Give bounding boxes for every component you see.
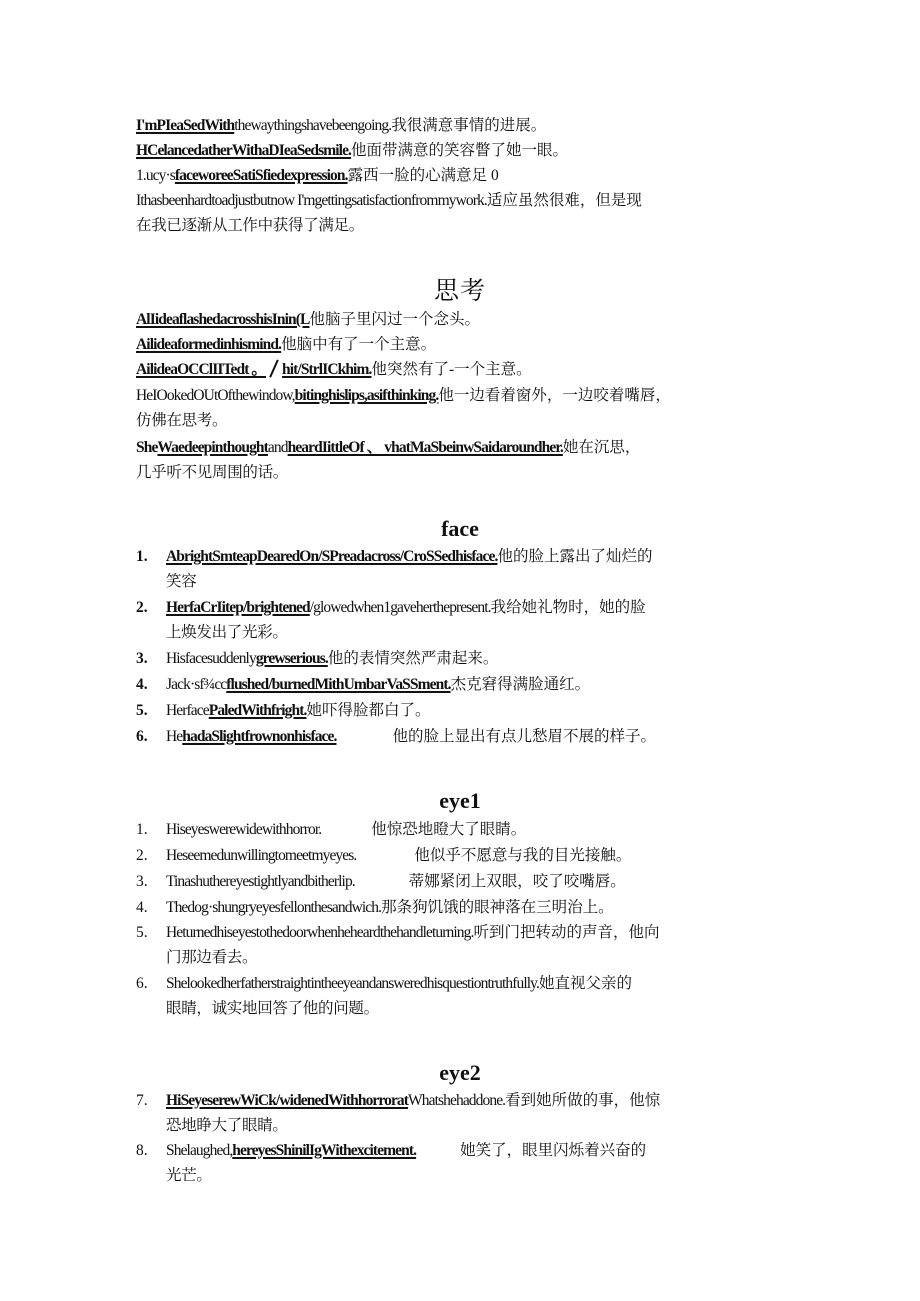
item-number: 6. [136, 975, 148, 992]
translation: 适应虽然很难，但是现 [486, 192, 642, 209]
sentence-text: Jack·sf¾cc [166, 676, 227, 693]
sentence-text: Heturnedhiseyestothedoorwhenheheardthehandleturning. [166, 924, 474, 941]
key-phrase: AlIideaflashedacrosshisInin(L [136, 311, 310, 328]
item-number: 1. [136, 548, 148, 565]
list-item [136, 1090, 660, 1112]
list-item [136, 819, 526, 841]
translation-continued: 眼睛，诚实地回答了他的问题。 [166, 1000, 379, 1017]
sentence-line [136, 165, 499, 187]
sentence-text: Whatshehaddone. [408, 1092, 506, 1109]
translation-continued: 笑容 [166, 573, 197, 590]
item-number: 1. [136, 821, 148, 838]
translation-continued: 仿佛在思考。 [136, 412, 228, 429]
item-number: 2. [136, 599, 148, 616]
translation: 那条狗饥饿的眼神落在三明治上。 [381, 899, 614, 916]
sentence-line [136, 334, 436, 356]
section-heading: face [441, 516, 479, 541]
translation-continued: 上焕发出了光彩。 [166, 624, 288, 641]
translation: 我很满意事情的进展。 [391, 117, 547, 134]
translation-continued: 光芒。 [166, 1167, 212, 1184]
sentence-text: HeIOokedOUtOfthewindow, [136, 387, 295, 404]
sentence-line [136, 385, 671, 407]
list-item [136, 674, 590, 696]
list-item [136, 597, 646, 619]
item-number: 2. [136, 847, 148, 864]
sentence-text: Thedog·shungryeyesfellonthesandwich. [166, 899, 382, 916]
key-phrase: hit/StrlICkhim. [282, 361, 372, 378]
sentence-text: He [166, 728, 183, 745]
item-number: 6. [136, 728, 148, 745]
sentence-text: 1.ucy·s [136, 167, 175, 184]
list-item [136, 845, 631, 867]
list-item [136, 700, 430, 722]
sentence-text: thewaythingshavebeengoing. [234, 117, 392, 134]
sentence-line [136, 309, 480, 331]
translation: 杰克窘得满脸通红。 [450, 676, 591, 693]
key-phrase: hereyesShinilIgWithexcitement. [232, 1142, 417, 1159]
item-number: 5. [136, 924, 148, 941]
list-item [136, 922, 659, 944]
sentence-line [136, 359, 532, 381]
key-phrase: grewserious. [255, 650, 328, 667]
sentence-text: Shelookedherfatherstraightintheeyeandansweredhisquestiontruthfully. [166, 975, 539, 992]
sentence-line [136, 190, 642, 212]
translation: 他的表情突然严肃起来。 [327, 650, 499, 667]
translation: 他的脸上显出有点儿愁眉不展的样子。 [392, 728, 657, 745]
section-heading: 思考 [433, 278, 486, 305]
translation: 他一边看着窗外，一边咬着嘴唇， [438, 387, 671, 404]
key-phrase: heardIittleOf 、 vhatMaSbeinwSaidaroundher. [287, 439, 563, 456]
list-item [136, 648, 498, 670]
list-item [136, 871, 626, 893]
key-phrase: I'mPIeaSedWith [136, 117, 235, 134]
translation: 他脑中有了一个主意。 [281, 336, 437, 353]
sentence-text: Shelaughed, [166, 1142, 233, 1159]
translation-continued: 门那边看去。 [166, 949, 258, 966]
translation: 我给她礼物时，她的脸 [490, 599, 646, 616]
sentence-text: Heseemedunwillingtomeetmyeyes. [166, 847, 357, 864]
key-phrase: hadaSlightfrownonhisface. [182, 728, 337, 745]
translation: 她吓得脸都白了。 [306, 702, 431, 719]
item-number: 5. [136, 702, 148, 719]
sentence-text: Hiseyeswerewidewithhorror. [166, 821, 322, 838]
item-number: 8. [136, 1142, 148, 1159]
translation: 他似乎不愿意与我的目光接触。 [414, 847, 632, 864]
key-phrase: AbrightSmteapDearedOn/SPreadacross/CroSSedhisface. [166, 548, 498, 565]
sentence-text: and [267, 439, 288, 456]
translation: 听到门把转动的声音，他向 [473, 924, 660, 941]
item-number: 4. [136, 899, 148, 916]
translation: 她在沉思， [562, 439, 641, 456]
key-phrase: HerfaCrIitep/brightened [166, 599, 310, 616]
translation: 他面带满意的笑容瞥了她一眼。 [351, 142, 569, 159]
sentence-text: Ithasbeenhardtoadjustbutnow I'mgettingsatisfactionfrommywork. [136, 192, 487, 209]
key-phrase: bitinghislips,asifthinking. [294, 387, 439, 404]
translation: 露西一脸的心满意足 0 [347, 167, 499, 184]
translation: 他惊恐地瞪大了眼睛。 [371, 821, 527, 838]
key-phrase: faceworeeSatiSfiedexpression. [174, 167, 348, 184]
translation-continued: 几乎听不见周围的话。 [136, 464, 289, 481]
key-phrase: Ailideaformedinhismind. [136, 336, 282, 353]
translation: 她笑了，眼里闪烁着兴奋的 [460, 1142, 647, 1159]
translation: 看到她所做的事，他惊 [505, 1092, 661, 1109]
item-number: 3. [136, 650, 148, 667]
key-phrase: HCelancedatherWithaDIeaSedsmile. [136, 142, 352, 159]
sentence-line [136, 140, 568, 162]
item-number: 4. [136, 676, 148, 693]
translation: 蒂娜紧闭上双眼，咬了咬嘴唇。 [408, 873, 626, 890]
list-item [136, 726, 656, 748]
key-phrase: AilideaOCClIITedt 。 [136, 361, 267, 378]
translation: 他脑子里闪过一个念头。 [309, 311, 480, 328]
slash-icon [268, 360, 280, 376]
sentence-line [136, 437, 640, 459]
sentence-text: She [136, 439, 158, 456]
translation-continued: 恐地睁大了眼睛。 [166, 1117, 288, 1134]
item-number: 7. [136, 1092, 148, 1109]
translation: 他的脸上露出了灿烂的 [497, 548, 653, 565]
translation-continued: 在我已逐渐从工作中获得了满足。 [136, 217, 365, 234]
translation: 他突然有了-一个主意。 [371, 361, 532, 378]
sentence-text: Hisfacesuddenly [166, 650, 256, 667]
key-phrase: Waedeepinthought [157, 439, 268, 456]
sentence-text: Tinashuthereyestightlyandbitherlip. [166, 873, 355, 890]
list-item [136, 1140, 646, 1162]
sentence-text: /glowedwhen1gaveherthepresent. [309, 599, 491, 616]
list-item [136, 546, 652, 568]
translation: 她直视父亲的 [539, 975, 633, 992]
sentence-text: Herface [166, 702, 209, 719]
section-heading: eye2 [439, 1060, 481, 1085]
sentence-line [136, 115, 546, 137]
key-phrase: HiSeyeserewWiCk/widenedWithhorrorat [166, 1092, 409, 1109]
key-phrase: flushed/burnedMithUmbarVaSSment. [226, 676, 451, 693]
section-heading: eye1 [439, 788, 481, 813]
item-number: 3. [136, 873, 148, 890]
key-phrase: PaledWithfright. [208, 702, 307, 719]
list-item [136, 897, 614, 919]
list-item [136, 973, 632, 995]
